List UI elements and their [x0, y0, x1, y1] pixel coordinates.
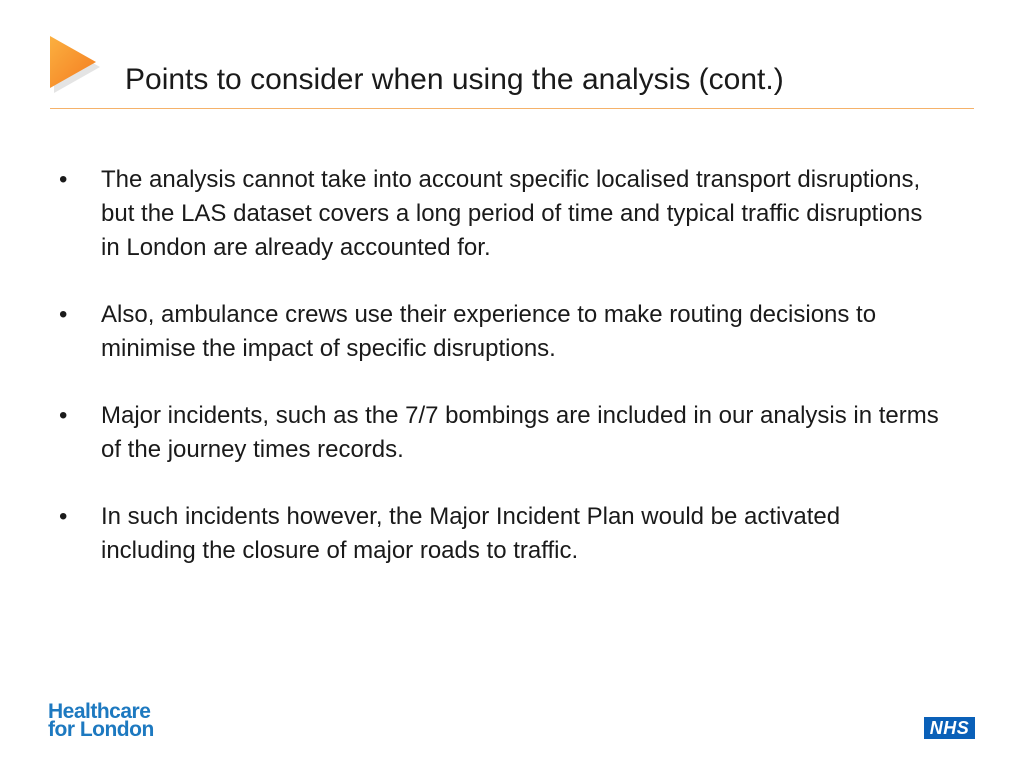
bullet-marker: • [59, 166, 68, 193]
slide-title: Points to consider when using the analysis (cont.) [125, 63, 784, 96]
title-divider [50, 108, 974, 109]
bullet-marker: • [59, 402, 68, 429]
bullet-item [59, 298, 939, 366]
bullet-text: Also, ambulance crews use their experience to make routing decisions to minimise the impact of specific disruptions. [101, 301, 877, 362]
bullet-marker: • [59, 503, 68, 530]
play-triangle-icon [48, 36, 102, 94]
bullet-text: In such incidents however, the Major Incident Plan would be activated including the closure of major roads to traffic. [101, 503, 841, 564]
bullet-text: The analysis cannot take into account specific localised transport disruptions, but the LAS dataset covers a long period of time and typical traffic disruptions in London are already accounted for. [101, 166, 923, 261]
bullet-marker: • [59, 301, 68, 328]
bullet-item [59, 500, 939, 568]
bullet-list [59, 163, 939, 601]
logo-line-1: Healthcare [48, 700, 151, 723]
bullet-item [59, 399, 939, 467]
logo-line-2: for London [48, 718, 154, 741]
bullet-text: Major incidents, such as the 7/7 bombings are included in our analysis in terms of the journey times records. [101, 402, 939, 463]
nhs-logo: NHS [924, 717, 975, 739]
healthcare-for-london-logo [48, 700, 154, 741]
bullet-item [59, 163, 939, 265]
